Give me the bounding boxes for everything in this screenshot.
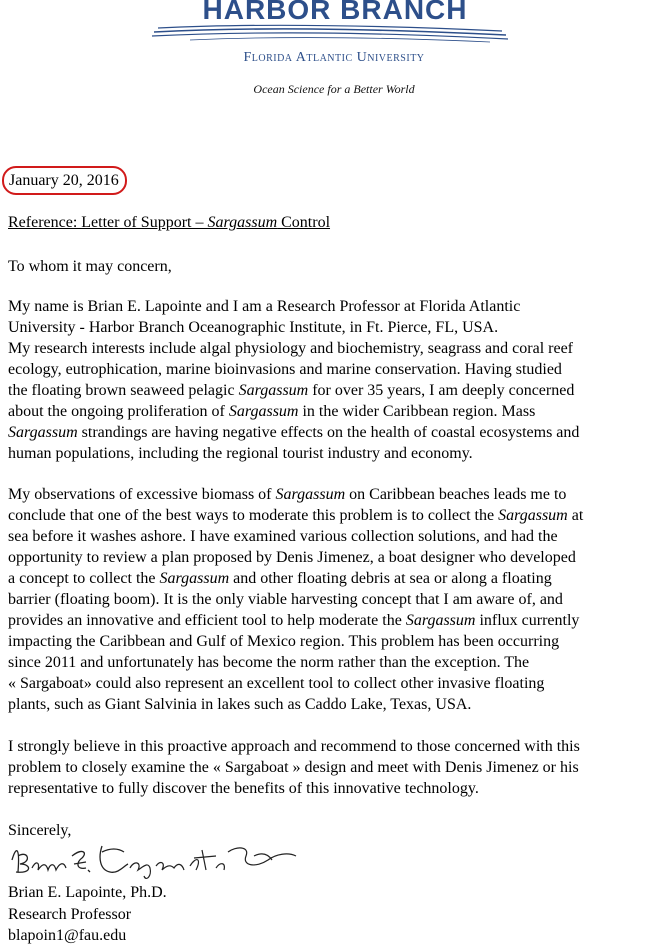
text-line: My observations of excessive biomass of Sargassum on Caribbean beaches leads me to xyxy=(8,486,567,503)
closing: Sincerely, xyxy=(8,822,72,839)
text-line: « Sargaboat» could also represent an excellent tool to collect other invasive floating xyxy=(8,675,545,692)
text-line: about the ongoing proliferation of Sargassum in the wider Caribbean region. Mass xyxy=(8,403,536,420)
text-line: sea before it washes ashore. I have examined various collection solutions, and had the xyxy=(8,528,558,545)
italic-term: Sargassum xyxy=(238,382,309,399)
signer-email: blapoin1@fau.edu xyxy=(8,927,127,944)
italic-term: Sargassum xyxy=(498,507,568,524)
italic-term: Sargassum xyxy=(275,486,346,503)
text-line: opportunity to review a plan proposed by Denis Jimenez, a boat designer who developed xyxy=(8,549,576,566)
italic-term: Sargassum xyxy=(228,403,299,420)
text-line: My name is Brian E. Lapointe and I am a Research Professor at Florida Atlantic xyxy=(8,298,521,315)
reference-prefix: Reference: Letter of Support – xyxy=(8,214,208,231)
text-line: conclude that one of the best ways to moderate this problem is to collect the Sargassum at xyxy=(8,507,584,524)
signer-name: Brian E. Lapointe, Ph.D. xyxy=(8,884,167,901)
text-line: ecology, eutrophication, marine bioinvasions and marine conservation. Having studied xyxy=(8,361,562,378)
text-line: plants, such as Giant Salvinia in lakes such as Caddo Lake, Texas, USA. xyxy=(8,696,472,713)
text-line: provides an innovative and efficient tool to help moderate the Sargassum influx currently xyxy=(8,612,580,629)
text-line: Sargassum strandings are having negative effects on the health of coastal ecosystems and xyxy=(8,424,580,441)
italic-term: Sargassum xyxy=(405,612,476,629)
handwritten-signature xyxy=(6,826,306,882)
wave-swoosh-icon xyxy=(150,22,510,48)
harbor-branch-logo xyxy=(150,0,510,48)
logo-wordmark: HARBOR BRANCH xyxy=(202,0,468,25)
text-line: impacting the Caribbean and Gulf of Mexico region. This problem has been occurring xyxy=(8,633,560,650)
paragraph-3 xyxy=(8,736,668,799)
reference-suffix: Control xyxy=(277,214,331,231)
text-line: I strongly believe in this proactive approach and recommend to those concerned with this xyxy=(8,738,580,755)
text-line: problem to closely examine the « Sargaboat » design and meet with Denis Jimenez or his xyxy=(8,759,579,776)
university-name: Florida Atlantic University xyxy=(243,50,425,65)
paragraph-1 xyxy=(8,296,668,464)
text-line: barrier (floating boom). It is the only viable harvesting concept that I am aware of, and xyxy=(8,591,563,608)
text-line: representative to fully discover the benefits of this innovative technology. xyxy=(8,780,479,797)
text-line: a concept to collect the Sargassum and other floating debris at sea or along a floating xyxy=(8,570,552,587)
text-line: human populations, including the regional tourist industry and economy. xyxy=(8,445,473,462)
text-line: the floating brown seaweed pelagic Sargassum for over 35 years, I am deeply concerned xyxy=(8,382,575,399)
reference-italic: Sargassum xyxy=(207,214,278,231)
tagline: Ocean Science for a Better World xyxy=(253,82,415,96)
italic-term: Sargassum xyxy=(159,570,230,587)
greeting: To whom it may concern, xyxy=(8,258,172,275)
text-line: My research interests include algal physiology and biochemistry, seagrass and coral reef xyxy=(8,340,573,357)
italic-term: Sargassum xyxy=(8,424,78,441)
signer-title: Research Professor xyxy=(8,905,132,923)
signature-block xyxy=(8,882,668,947)
paragraph-2 xyxy=(8,484,668,715)
reference-line xyxy=(8,212,668,233)
text-line: University - Harbor Branch Oceanographic Institute, in Ft. Pierce, FL, USA. xyxy=(8,319,499,336)
letter-date: January 20, 2016 xyxy=(2,166,127,195)
text-line: since 2011 and unfortunately has become the norm rather than the exception. The xyxy=(8,654,530,671)
